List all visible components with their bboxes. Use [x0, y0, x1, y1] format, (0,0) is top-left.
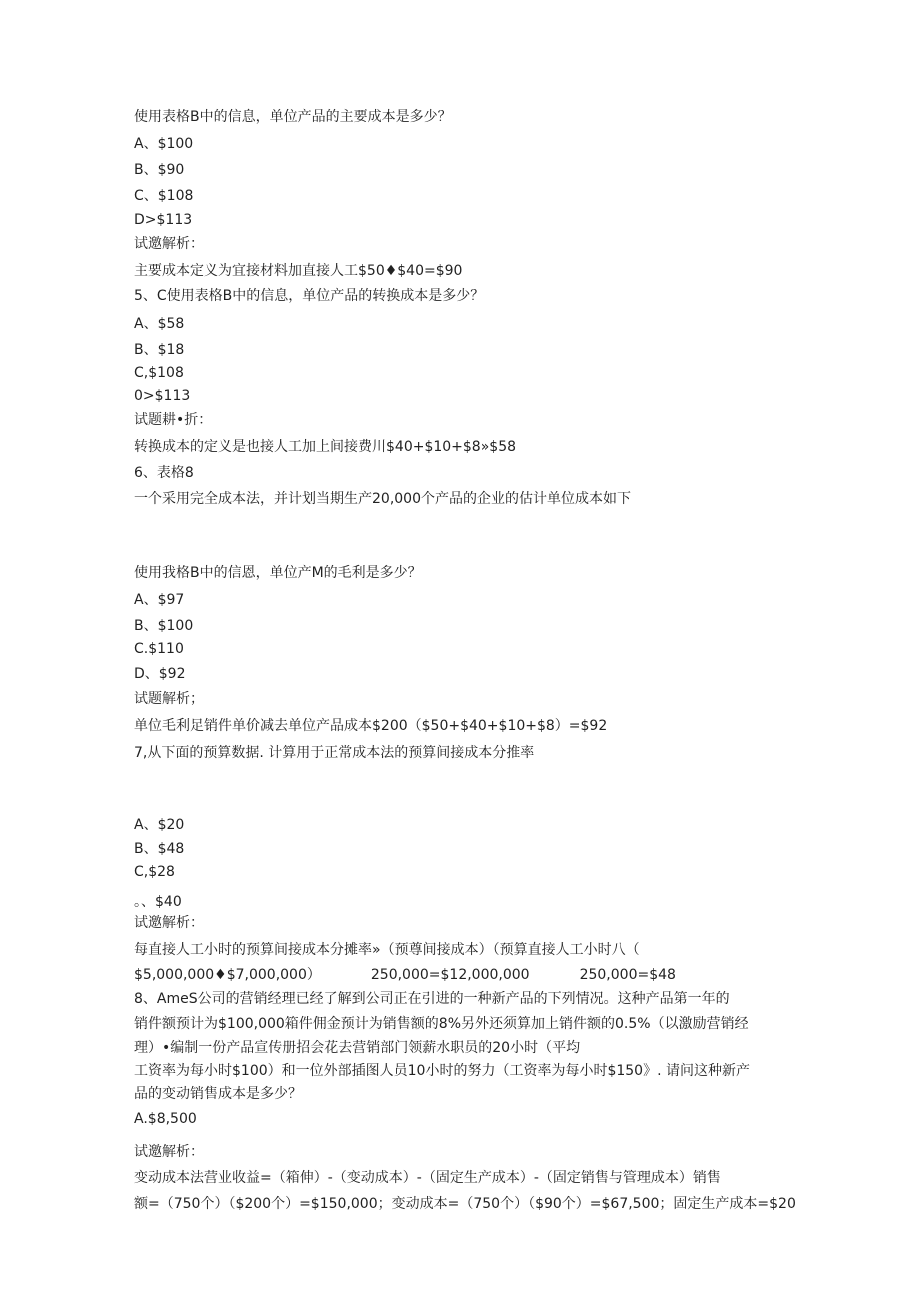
q8-line1: 8、AmeS公司的营销经理已经了解到公司正在引进的一种新产品的下列情况。这种产品第一年的 [134, 991, 730, 1007]
q5-option-d: 0>$113 [134, 388, 191, 404]
q6-intro: 一个采用完全成本法，并计划当期生产20,000个产品的企业的估计单位成本如下 [134, 491, 631, 507]
q4-option-b: B、$90 [134, 162, 185, 178]
q7-option-a: A、$20 [134, 817, 185, 833]
q6-option-a: A、$97 [134, 592, 185, 608]
q5-option-c: C,$108 [134, 365, 184, 381]
q7-analysis-line2-part-b: 250,000=$12,000,000 [370, 967, 530, 983]
q7-question: 7,从下面的预算数据. 计算用于正常成本法的预算间接成本分推率 [134, 745, 535, 761]
q8-line4: 工资率为每小时$100）和一位外部插图人员10小时的努力（工资率为每小时$150》. 请问这种新产 [134, 1063, 750, 1079]
q5-analysis-label: 试题耕•折： [134, 412, 213, 428]
q7-analysis-label: 试邀解析： [134, 915, 204, 931]
q6-option-c: C.$110 [134, 641, 184, 657]
q7-option-d: 。、$40 [134, 894, 182, 910]
q8-analysis-line2: 额=（750个）（$200个）=$150,000；变动成本=（750个）（$90个）=$67,500；固定生产成本=$20 [134, 1196, 796, 1212]
q7-analysis-line1: 每直接人工小时的预算间接成本分摊率»（预尊间接成本）（预算直接人工小时八（ [134, 942, 640, 958]
q4-analysis: 主要成本定义为宜接材料加直接人工$50♦$40=$90 [134, 263, 463, 279]
q4-option-a: A、$100 [134, 136, 194, 152]
q7-option-c: C,$28 [134, 864, 175, 880]
q7-analysis-line2 [134, 966, 676, 984]
q8-option-a: A.$8,500 [134, 1111, 197, 1127]
q8-analysis-line1: 变动成本法营业收益=（箱伸）-（变动成本）-（固定生产成本）-（固定销售与管理成本）销售 [134, 1170, 721, 1186]
q5-analysis: 转换成本的定义是也接人工加上间接费川$40+$10+$8»$58 [134, 439, 517, 455]
q4-option-c: C、$108 [134, 188, 194, 204]
q5-question: 5、C使用表格B中的信息，单位产品的转换成本是多少？ [134, 288, 485, 304]
q8-line3: 理）•编制一份产品宣传册招会花去营销部门领薪水职员的20小时（平均 [134, 1040, 581, 1056]
q6-analysis-label: 试题解析； [134, 691, 204, 707]
q4-option-d: D>$113 [134, 212, 193, 228]
q6-option-b: B、$100 [134, 618, 194, 634]
q6-option-d: D、$92 [134, 666, 186, 682]
q6-question: 使用我格B中的信恩，单位产M的毛利是多少？ [134, 565, 422, 581]
q4-question: 使用表格B中的信息，单位产品的主要成本是多少？ [134, 109, 452, 125]
q7-option-b: B、$48 [134, 841, 185, 857]
q7-analysis-line2-part-c: 250,000=$48 [579, 967, 676, 983]
q8-analysis-label: 试邀解析： [134, 1144, 204, 1160]
q5-option-a: A、$58 [134, 316, 185, 332]
q8-line5: 品的变动销售成本是多少？ [134, 1086, 302, 1102]
q7-analysis-line2-part-a: $5,000,000♦$7,000,000） [134, 967, 321, 983]
q5-option-b: B、$18 [134, 342, 185, 358]
q8-line2: 销件额预计为$100,000箱件佣金预计为销售额的8%另外还须算加上销件额的0.5%（以激励营销经 [134, 1016, 749, 1032]
q6-analysis: 单位毛利足销件单价减去单位产品成本$200（$50+$40+$10+$8）=$92 [134, 718, 608, 734]
q6-number: 6、表格8 [134, 465, 194, 481]
q4-analysis-label: 试邀解析： [134, 236, 204, 252]
